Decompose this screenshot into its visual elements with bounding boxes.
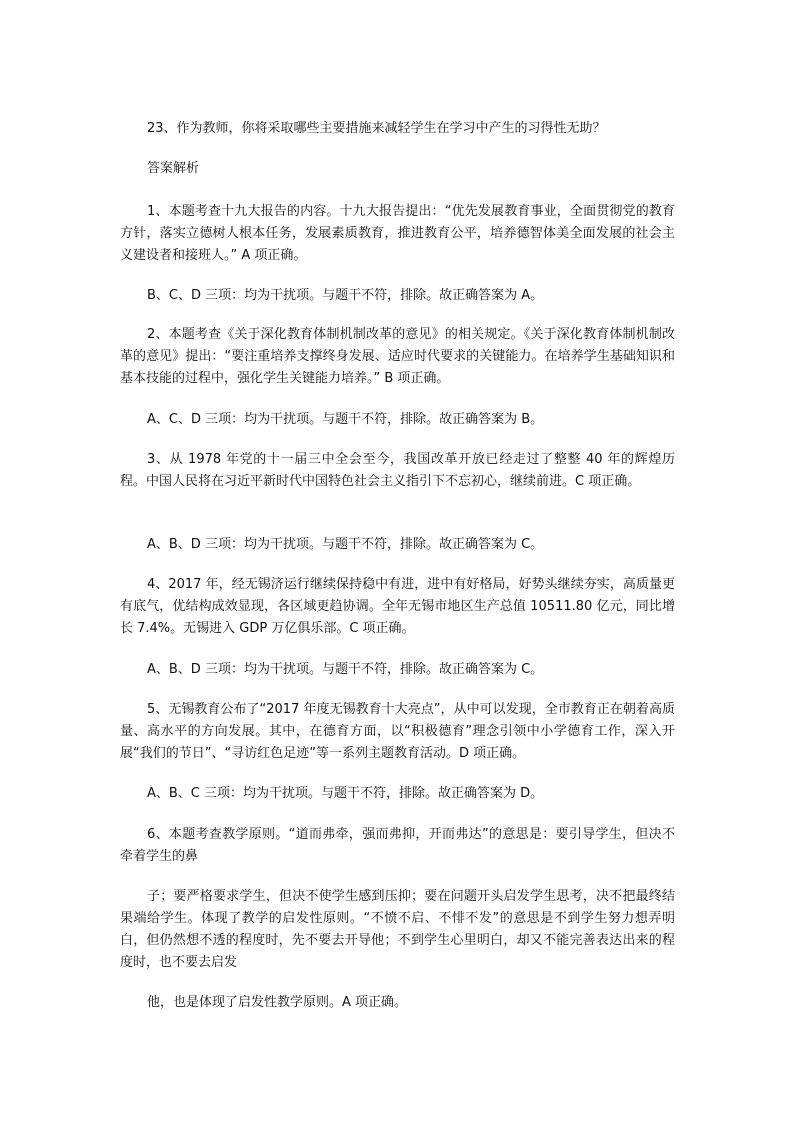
- paragraph: A、C、D 三项：均为干扰项。与题干不符，排除。故正确答案为 B。: [147, 412, 544, 427]
- paragraph: 子；要严格要求学生，但决不使学生感到压抑；要在问题开头启发学生思考，决不把最终结果端给学生。体现了教学的启发性原则。“不愤不启、不悱不发”的意思是不到学生努力想弄明白，但仍然想不透的程度时，先不要去开导他；不到学生心里明白，却又不能完善表达出来的程度时，也不要去启发: [120, 889, 675, 970]
- paragraph: 1、本题考查十九大报告的内容。十九大报告提出：“优先发展教育事业，全面贯彻党的教育方针，落实立德树人根本任务，发展素质教育，推进教育公平，培养德智体美全面发展的社会主义建设者和接班人。” A 项正确。: [120, 204, 675, 263]
- paragraph: 6、本题考查教学原则。“道而弗牵，强而弗抑，开而弗达”的意思是：要引导学生，但决不牵着学生的鼻: [120, 827, 675, 864]
- paragraph: B、C、D 三项：均为干扰项。与题干不符，排除。故正确答案为 A。: [147, 288, 544, 303]
- paragraph: A、B、D 三项：均为干扰项。与题干不符，排除。故正确答案为 C。: [147, 662, 544, 677]
- paragraph: 3、从 1978 年党的十一届三中全会至今，我国改革开放已经走过了整整 40 年的辉煌历程。中国人民将在习近平新时代中国特色社会主义指引下不忘初心，继续前进。C 项正确。: [120, 452, 675, 489]
- paragraph: 他，也是体现了启发性教学原则。A 项正确。: [147, 995, 408, 1010]
- answer-heading: 答案解析: [147, 161, 200, 176]
- paragraph: A、B、C 三项：均为干扰项。与题干不符，排除。故正确答案为 D。: [147, 786, 544, 801]
- paragraph: A、B、D 三项：均为干扰项。与题干不符，排除。故正确答案为 C。: [147, 537, 544, 552]
- paragraph: 2、本题考查《关于深化教育体制机制改革的意见》的相关规定。《关于深化教育体制机制改革的意见》提出：“要注重培养支撑终身发展、适应时代要求的关键能力。在培养学生基础知识和基本技能的过程中，强化学生关键能力培养。” B 项正确。: [120, 327, 675, 386]
- paragraph: 5、无锡教育公布了“2017 年度无锡教育十大亮点”，从中可以发现，全市教育正在朝着高质量、高水平的方向发展。其中，在德育方面，以“积极德育”理念引领中小学德育工作，深入开展“我们的节日”、“寻访红色足迹”等一系列主题教育活动。D 项正确。: [120, 702, 675, 761]
- paragraph: 4、2017 年，经无锡济运行继续保持稳中有进，进中有好格局，好势头继续夯实，高质量更有底气，优结构成效显现，各区域更趋协调。全年无锡市地区生产总值 10511.80 亿元，同比增长 7.4%。无锡进入 GDP 万亿俱乐部。C 项正确。: [120, 577, 675, 636]
- question-text: 23、作为教师，你将采取哪些主要措施来减轻学生在学习中产生的习得性无助？: [147, 121, 606, 136]
